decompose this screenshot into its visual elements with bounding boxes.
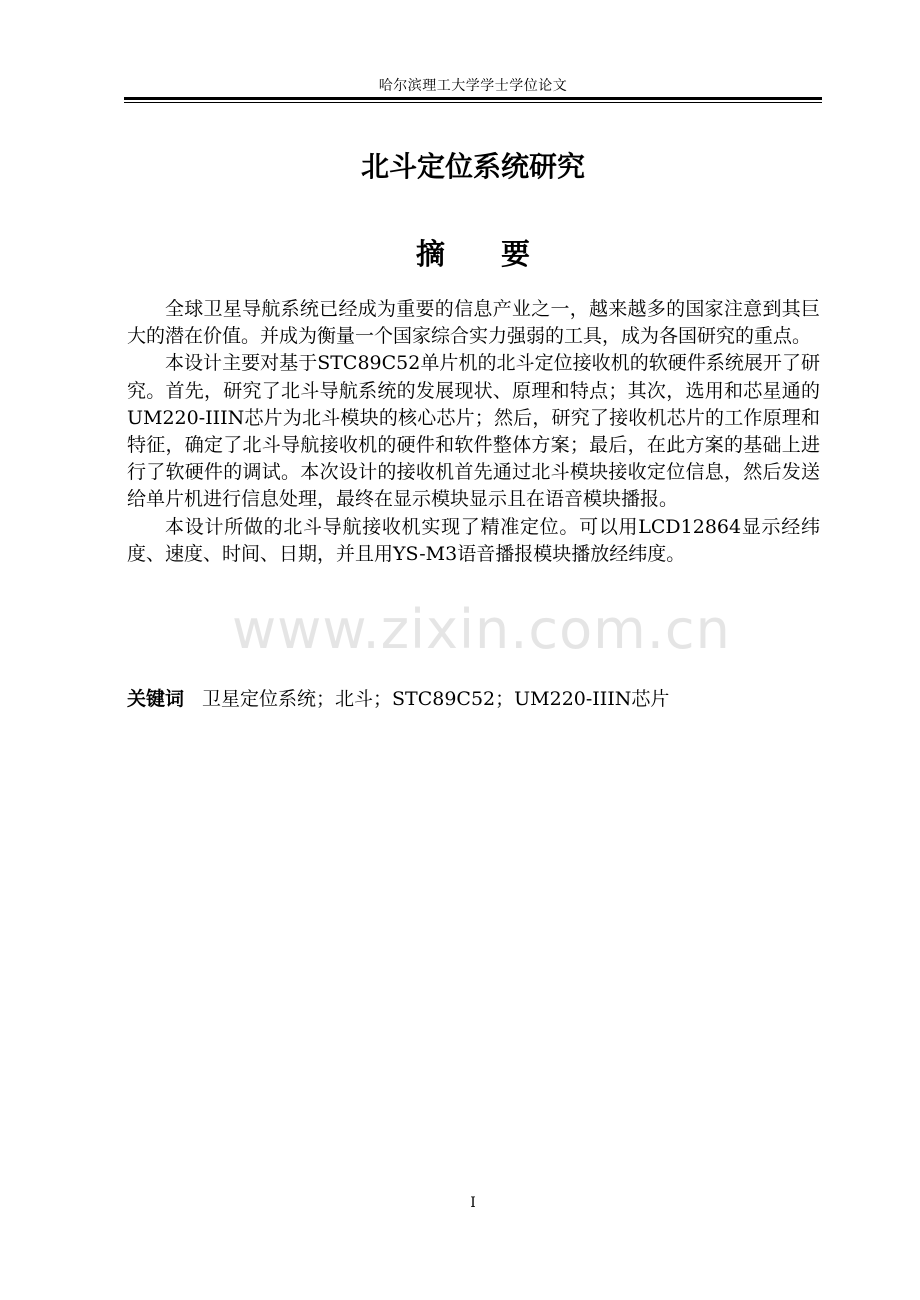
abstract-body <box>127 296 820 568</box>
abstract-paragraph-2: 本设计主要对基于STC89C52单片机的北斗定位接收机的软硬件系统展开了研究。首先，研究了北斗导航系统的发展现状、原理和特点；其次，选用和芯星通的UM220-IIIN芯片为北斗模块的核心芯片；然后，研究了接收机芯片的工作原理和特征，确定了北斗导航接收机的硬件和软件整体方案；最后，在此方案的基础上进行了软硬件的调试。本次设计的接收机首先通过北斗模块接收定位信息，然后发送给单片机进行信息处理，最终在显示模块显示且在语音模块播报。 <box>127 352 820 511</box>
running-header: 哈尔滨理工大学学士学位论文 <box>378 78 568 94</box>
abstract-heading: 摘要 <box>415 237 586 271</box>
page-number: I <box>470 1195 476 1211</box>
abstract-paragraph-1: 全球卫星导航系统已经成为重要的信息产业之一，越来越多的国家注意到其巨大的潜在价值。并成为衡量一个国家综合实力强弱的工具，成为各国研究的重点。 <box>127 298 820 348</box>
header-rule-thin <box>124 102 822 103</box>
keywords-line <box>127 685 820 713</box>
document-title: 北斗定位系统研究 <box>360 150 585 183</box>
keywords-value: 卫星定位系统；北斗；STC89C52；UM220-IIIN芯片 <box>202 688 670 710</box>
keywords-label: 关键词 <box>127 688 185 710</box>
header-rule-thick <box>124 97 822 100</box>
abstract-paragraph-3: 本设计所做的北斗导航接收机实现了精准定位。可以用LCD12864显示经纬度、速度、时间、日期，并且用YS-M3语音播报模块播放经纬度。 <box>127 515 820 565</box>
watermark: www.zixin.com.cn <box>232 598 731 661</box>
